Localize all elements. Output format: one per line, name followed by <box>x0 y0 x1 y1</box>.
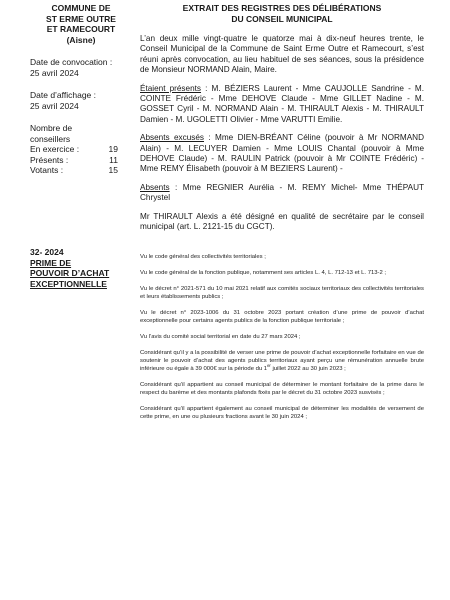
consideration-item: Considérant qu’il appartient également au conseil municipal de déterminer les modalités de versement de cette prime, en une ou plusieurs fractions avant le 30 juin 2024 ; <box>140 405 424 420</box>
deliberation-title-line: PRIME DE <box>30 257 72 268</box>
absents-paragraph <box>140 183 424 204</box>
stat-row <box>30 165 132 176</box>
excuses-paragraph <box>140 133 424 175</box>
stat-value: 11 <box>109 154 118 165</box>
consideration-item: Vu le code général de la fonction publique, notamment ses articles L. 4, L. 712-13 et L. 713-2 ; <box>140 269 387 276</box>
presents-label: Étaient présents <box>140 83 201 93</box>
secretary-paragraph: Mr THIRAULT Alexis a été désigné en qualité de secrétaire par le conseil municipal (art. L. 2121-15 du CGCT). <box>140 211 424 232</box>
stat-label: Présents : <box>30 154 69 165</box>
consideration-item: Vu le code général des collectivités territoriales ; <box>140 253 266 260</box>
presents-list: : M. BÉZIERS Laurent - Mme CAUJOLLE Sandrine - M. COINTE Frédéric - Mme DEHOVE Claude - Mme GILLET Nadine - M. GOSSET Cyril - M. NORMAND Alain - M. THIRAULT Alexis - M. THIRAULT Damien - M. UGOLETTI Olivier - Mme VARUTTI Emilie. <box>140 83 424 124</box>
conseillers-label: Nombre de <box>30 123 73 133</box>
presents-paragraph <box>140 84 424 126</box>
stat-value: 19 <box>108 144 118 154</box>
considerations <box>140 253 424 421</box>
commune-line: ST ERME OUTRE <box>46 13 116 24</box>
deliberation-number: 32- 2024 <box>30 247 64 257</box>
convocation-value: 25 avril 2024 <box>30 67 79 78</box>
affichage-label: Date d’affichage : <box>30 90 96 100</box>
deliberation-heading <box>30 247 126 289</box>
consideration-item: Vu le décret n° 2021-571 du 10 mai 2021 relatif aux comités sociaux territoriaux des collectivités territoriales et leurs établissements publics ; <box>140 285 424 300</box>
title-line: EXTRAIT DES REGISTRES DES DÉLIBÉRATIONS <box>182 3 382 13</box>
stat-row <box>30 155 132 166</box>
commune-line: (Aisne) <box>66 34 96 45</box>
consideration-item: Considérant qu’il appartient au conseil municipal de déterminer le montant forfaitaire de la prime dans le respect du barème et des montants plafonds fixés par le décret du 31 octobre 2023 susvisés ; <box>140 381 424 396</box>
commune-line: COMMUNE DE <box>51 3 111 13</box>
deliberation-title-line: EXCEPTIONNELLE <box>30 278 107 289</box>
intro-paragraph: L’an deux mille vingt-quatre le quatorze mai à dix-neuf heures trente, le Conseil Municipal de la Commune de Saint Erme Outre et Ramecourt, s’est réuni après convocation, au lieu habituel de ses séances, sous la présidence de Monsieur NORMAND Alain, Maire. <box>140 34 424 75</box>
convocation-date <box>30 57 132 78</box>
affichage-value: 25 avril 2024 <box>30 100 79 111</box>
stat-label: Votants : <box>30 165 64 175</box>
commune-line: ET RAMECOURT <box>46 24 116 34</box>
affichage-date <box>30 90 132 111</box>
title-line: DU CONSEIL MUNICIPAL <box>231 13 333 24</box>
deliberation-title-line: POUVOIR D’ACHAT <box>30 268 110 278</box>
convocation-label: Date de convocation : <box>30 57 113 67</box>
stat-value: 15 <box>108 165 118 175</box>
conseillers-stats <box>30 123 132 176</box>
absents-list: : Mme REGNIER Aurélia - M. REMY Michel- Mme THÉPAUT Chrystel <box>140 182 424 203</box>
absents-label: Absents <box>140 182 170 192</box>
conseillers-label: conseillers <box>30 133 71 144</box>
excuses-label: Absents excusés <box>140 133 204 143</box>
consideration-item: Vu le décret n° 2023-1006 du 31 octobre 2023 portant création d’une prime de pouvoir d’achat exceptionnelle pour certains agents publics de la fonction publique territoriale ; <box>140 309 424 324</box>
stat-row <box>30 144 132 155</box>
excuses-list: : Mme DIEN-BRÉANT Céline (pouvoir à Mr NORMAND Alain) - M. LECUYER Damien - Mme LOUIS Chantal (pouvoir à Mme DEHOVE Claude) - M. RAULIN Patrick (pouvoir à Mr COINTE Frédéric) - Mme REMY Élisabeth (pouvoir à M BEZIERS Laurent) - <box>140 133 424 174</box>
consideration-item: Vu l’avis du comité social territorial en date du 27 mars 2024 ; <box>140 333 301 340</box>
stat-label: En exercice : <box>30 144 80 154</box>
main-column <box>140 3 424 429</box>
commune-name <box>30 3 132 45</box>
consideration-item: Considérant qu’il y a la possibilité de verser une prime de pouvoir d’achat exceptionnelle forfaitaire en vue de soutenir le pouvoir d’achat des agents publics territoriaux ayant perçu une rémunération annuelle brute inférieure ou égale à 39 000€ sur la période du 1er juillet 2022 au 30 juin 2023 ; <box>140 349 424 372</box>
left-column <box>30 3 132 176</box>
document-title <box>140 3 424 24</box>
